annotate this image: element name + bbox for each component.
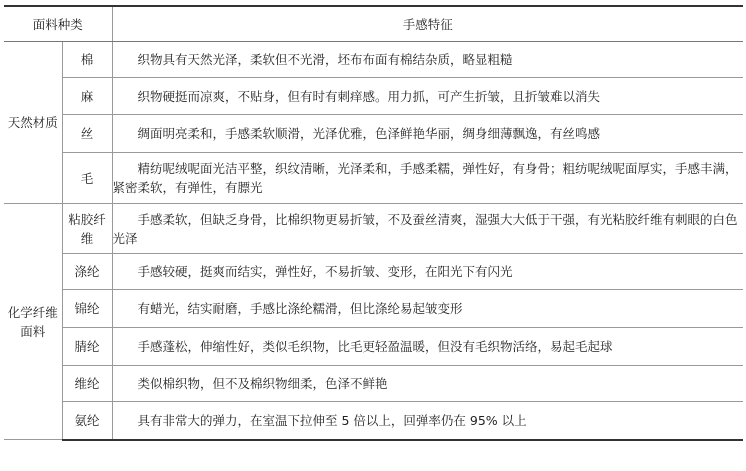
fabric-name: 棉 bbox=[62, 42, 112, 78]
fabric-name: 麻 bbox=[62, 78, 112, 115]
fabric-desc: 织物具有天然光泽，柔软但不光滑，坯布布面有棉结杂质，略显粗糙 bbox=[112, 42, 743, 78]
fabric-name: 氨纶 bbox=[62, 402, 112, 440]
header-row bbox=[4, 6, 743, 42]
table-row bbox=[4, 204, 743, 254]
fabric-desc: 精纺呢绒呢面光洁平整，织纹清晰，光泽柔和，手感柔糯，弹性好，有身骨；粗纺呢绒呢面厚实，手感丰满，紧密柔软，有弹性，有膘光 bbox=[112, 153, 743, 204]
fabric-name: 粘胶纤维 bbox=[62, 204, 112, 254]
table-row bbox=[4, 328, 743, 366]
fabric-name: 腈纶 bbox=[62, 328, 112, 366]
table-row bbox=[4, 42, 743, 78]
fabric-name: 锦纶 bbox=[62, 290, 112, 328]
fabric-name: 涤纶 bbox=[62, 254, 112, 290]
fabric-desc: 有蜡光，结实耐磨，手感比涤纶糯滑，但比涤纶易起皱变形 bbox=[112, 290, 743, 328]
fabric-name: 维纶 bbox=[62, 366, 112, 402]
fabric-desc: 手感蓬松，伸缩性好，类似毛织物，比毛更轻盈温暖，但没有毛织物活络，易起毛起球 bbox=[112, 328, 743, 366]
table-row bbox=[4, 290, 743, 328]
header-hand-feel: 手感特征 bbox=[112, 6, 743, 42]
category-natural: 天然材质 bbox=[4, 42, 62, 204]
fabric-desc: 手感柔软，但缺乏身骨，比棉织物更易折皱，不及蚕丝清爽，湿强大大低于干强，有光粘胶纤维有刺眼的白色光泽 bbox=[112, 204, 743, 254]
fabric-name: 丝 bbox=[62, 115, 112, 153]
fabric-desc: 具有非常大的弹力，在室温下拉伸至 5 倍以上，回弹率仍在 95% 以上 bbox=[112, 402, 743, 440]
fabric-name: 毛 bbox=[62, 153, 112, 204]
table-row bbox=[4, 115, 743, 153]
table-row bbox=[4, 366, 743, 402]
table-row bbox=[4, 402, 743, 440]
fabric-desc: 手感较硬，挺爽而结实，弹性好，不易折皱、变形，在阳光下有闪光 bbox=[112, 254, 743, 290]
header-fabric-type: 面料种类 bbox=[4, 6, 112, 42]
category-chemical: 化学纤维面料 bbox=[4, 204, 62, 440]
fabric-desc: 绸面明亮柔和，手感柔软顺滑，光泽优雅，色泽鲜艳华丽，绸身细薄飘逸，有丝鸣感 bbox=[112, 115, 743, 153]
table-row bbox=[4, 78, 743, 115]
table-row bbox=[4, 254, 743, 290]
fabric-hand-feel-table bbox=[4, 5, 743, 441]
fabric-desc: 织物硬挺而凉爽，不贴身，但有时有刺痒感。用力抓，可产生折皱，且折皱难以消失 bbox=[112, 78, 743, 115]
table-row bbox=[4, 153, 743, 204]
fabric-desc: 类似棉织物，但不及棉织物细柔，色泽不鲜艳 bbox=[112, 366, 743, 402]
